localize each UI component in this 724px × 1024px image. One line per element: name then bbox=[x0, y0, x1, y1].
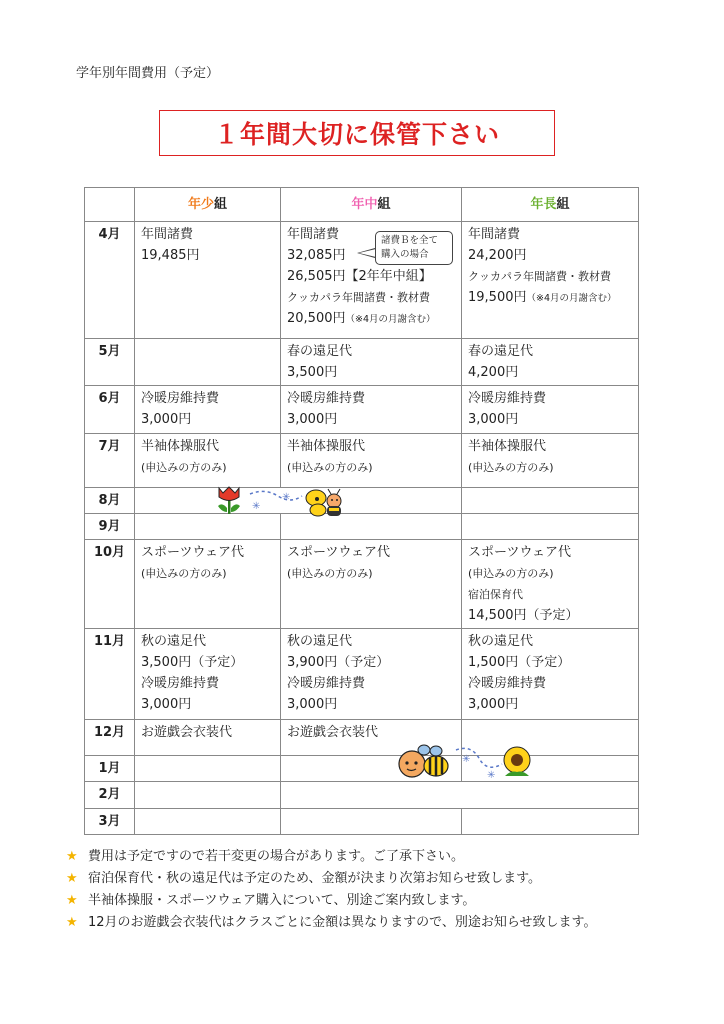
fee-line: 24,200円 bbox=[468, 248, 527, 263]
table-row bbox=[85, 339, 639, 386]
fee-cell bbox=[135, 222, 281, 339]
month-cell: 7月 bbox=[85, 434, 135, 488]
month-cell: 8月 bbox=[85, 488, 135, 514]
sunflower-icon bbox=[504, 747, 530, 776]
fee-cell bbox=[281, 540, 462, 629]
month-header-cell bbox=[85, 188, 135, 222]
month-cell: 12月 bbox=[85, 720, 135, 756]
fee-line: (申込みの方のみ) bbox=[468, 461, 554, 474]
fee-cell bbox=[135, 629, 281, 720]
header-nensho-suffix: 組 bbox=[214, 197, 228, 212]
star-icon: ★ bbox=[66, 915, 78, 930]
table-row bbox=[85, 488, 639, 514]
sparkle-icon: ✳ bbox=[462, 754, 471, 765]
note-item bbox=[66, 890, 596, 912]
fee-line: 1,500円（予定） bbox=[468, 655, 571, 670]
document-label: 学年別年間費用（予定） bbox=[76, 66, 220, 81]
fee-line: 宿泊保育代 bbox=[468, 588, 523, 601]
month-cell: 2月 bbox=[85, 782, 135, 809]
tulip-icon bbox=[218, 487, 240, 514]
fee-line: 3,900円（予定） bbox=[287, 655, 390, 670]
callout-bubble bbox=[375, 231, 453, 265]
note-text: 宿泊保育代・秋の遠足代は予定のため、金額が決まり次第お知らせ致します。 bbox=[88, 871, 542, 886]
table-row bbox=[85, 540, 639, 629]
fee-line: 19,485円 bbox=[141, 248, 200, 263]
fee-line: 冷暖房維持費 bbox=[141, 391, 220, 406]
fee-line: 春の遠足代 bbox=[468, 344, 534, 359]
fee-line: (申込みの方のみ) bbox=[141, 461, 227, 474]
star-icon: ★ bbox=[66, 893, 78, 908]
month-cell: 1月 bbox=[85, 756, 135, 782]
fee-line: 26,505円【2年年中組】 bbox=[287, 269, 432, 284]
fee-cell bbox=[135, 720, 281, 756]
fee-line: (申込みの方のみ) bbox=[287, 567, 373, 580]
star-icon: ★ bbox=[66, 871, 78, 886]
fee-cell bbox=[462, 434, 639, 488]
fee-line: 年間諸費 bbox=[141, 227, 194, 242]
note-text: 費用は予定ですので若干変更の場合があります。ご了承下さい。 bbox=[88, 849, 464, 864]
month-cell: 5月 bbox=[85, 339, 135, 386]
header-nensho-name: 年少 bbox=[187, 197, 214, 212]
fee-line: 3,000円 bbox=[141, 697, 192, 712]
fee-cell bbox=[462, 782, 639, 809]
note-text: 半袖体操服・スポーツウェア購入について、別途ご案内致します。 bbox=[88, 893, 476, 908]
fee-line: 冷暖房維持費 bbox=[287, 676, 366, 691]
fee-line: 3,000円 bbox=[287, 697, 338, 712]
fee-cell bbox=[281, 629, 462, 720]
callout-line: 諸費Ｂを全て bbox=[381, 235, 439, 246]
fee-line: (申込みの方のみ) bbox=[468, 567, 554, 580]
fee-line: スポーツウェア代 bbox=[468, 545, 571, 560]
winter-decoration bbox=[392, 742, 542, 782]
fee-line: 19,500円 bbox=[468, 290, 527, 305]
fee-line: 3,500円 bbox=[287, 365, 338, 380]
callout-line: 購入の場合 bbox=[381, 249, 429, 260]
fee-cell bbox=[281, 339, 462, 386]
fee-line: 冷暖房維持費 bbox=[141, 676, 220, 691]
fee-line: スポーツウェア代 bbox=[141, 545, 244, 560]
fee-cell bbox=[281, 434, 462, 488]
month-cell: 4月 bbox=[85, 222, 135, 339]
fee-line: 年間諸費 bbox=[468, 227, 521, 242]
fee-line: 秋の遠足代 bbox=[287, 634, 353, 649]
header-nenchu bbox=[281, 188, 462, 222]
month-cell: 3月 bbox=[85, 809, 135, 835]
fee-line: 20,500円 bbox=[287, 311, 346, 326]
table-row bbox=[85, 222, 639, 339]
fee-line: 4,200円 bbox=[468, 365, 519, 380]
month-cell: 11月 bbox=[85, 629, 135, 720]
header-nencho-suffix: 組 bbox=[556, 197, 570, 212]
summer-decoration bbox=[210, 484, 360, 520]
fee-line: クッカパラ年間諸費・教材費 bbox=[287, 291, 430, 304]
sparkle-icon: ✳ bbox=[487, 770, 496, 781]
fee-cell bbox=[462, 339, 639, 386]
fee-line: 3,500円（予定） bbox=[141, 655, 244, 670]
fee-cell bbox=[462, 540, 639, 629]
fee-cell bbox=[135, 339, 281, 386]
star-icon: ★ bbox=[66, 849, 78, 864]
fee-line: 秋の遠足代 bbox=[468, 634, 534, 649]
fee-line: (申込みの方のみ) bbox=[141, 567, 227, 580]
fee-line: 3,000円 bbox=[141, 412, 192, 427]
fee-line: 半袖体操服代 bbox=[287, 439, 366, 454]
fee-line: 年間諸費 bbox=[287, 227, 340, 242]
fee-line: 14,500円（予定） bbox=[468, 608, 579, 623]
fee-line: 秋の遠足代 bbox=[141, 634, 207, 649]
month-cell: 9月 bbox=[85, 514, 135, 540]
fee-line: 32,085円 bbox=[287, 248, 346, 263]
fee-cell bbox=[462, 488, 639, 514]
fee-line: クッカパラ年間諸費・教材費 bbox=[468, 270, 611, 283]
fee-line: 半袖体操服代 bbox=[141, 439, 220, 454]
notes-list bbox=[66, 846, 596, 934]
fee-cell bbox=[281, 809, 462, 835]
callout-tail-inner bbox=[359, 249, 376, 257]
table-row bbox=[85, 782, 639, 809]
table-row bbox=[85, 629, 639, 720]
month-cell: 6月 bbox=[85, 386, 135, 434]
fee-line: (申込みの方のみ) bbox=[287, 461, 373, 474]
fee-line: 冷暖房維持費 bbox=[287, 391, 366, 406]
header-nencho bbox=[462, 188, 639, 222]
fee-table bbox=[84, 187, 639, 835]
fee-line: 半袖体操服代 bbox=[468, 439, 547, 454]
fee-cell bbox=[281, 782, 462, 809]
fee-line: 3,000円 bbox=[468, 697, 519, 712]
fee-cell bbox=[135, 756, 281, 782]
header-nensho bbox=[135, 188, 281, 222]
note-item bbox=[66, 912, 596, 934]
fee-note: （※4月の月謝含む） bbox=[345, 314, 436, 325]
fee-note: （※4月の月謝含む） bbox=[526, 293, 617, 304]
bee-icon bbox=[399, 745, 448, 777]
sparkle-icon: ✳ bbox=[252, 501, 261, 512]
fee-cell bbox=[281, 386, 462, 434]
fee-line: スポーツウェア代 bbox=[287, 545, 390, 560]
table-row bbox=[85, 434, 639, 488]
header-nenchu-suffix: 組 bbox=[377, 197, 391, 212]
header-nenchu-name: 年中 bbox=[351, 197, 378, 212]
fee-cell bbox=[462, 629, 639, 720]
header-nencho-name: 年長 bbox=[530, 197, 557, 212]
table-row bbox=[85, 809, 639, 835]
fee-line: 3,000円 bbox=[468, 412, 519, 427]
fee-cell bbox=[462, 809, 639, 835]
month-cell: 10月 bbox=[85, 540, 135, 629]
fee-line: 冷暖房維持費 bbox=[468, 676, 547, 691]
fee-cell bbox=[135, 782, 281, 809]
fee-cell bbox=[135, 809, 281, 835]
note-item bbox=[66, 846, 596, 868]
note-text: 12月のお遊戯会衣装代はクラスごとに金額は異なりますので、別途お知らせ致します。 bbox=[88, 915, 597, 930]
fee-cell bbox=[462, 386, 639, 434]
fee-line: 春の遠足代 bbox=[287, 344, 353, 359]
sparkle-icon: ✳ bbox=[282, 492, 291, 503]
fee-cell bbox=[135, 540, 281, 629]
fee-line: お遊戯会衣装代 bbox=[287, 725, 379, 740]
note-item bbox=[66, 868, 596, 890]
fee-cell bbox=[462, 514, 639, 540]
fee-line: お遊戯会衣装代 bbox=[141, 725, 233, 740]
table-row bbox=[85, 386, 639, 434]
fee-line: 3,000円 bbox=[287, 412, 338, 427]
butterfly-icon bbox=[306, 489, 341, 516]
fee-cell bbox=[135, 434, 281, 488]
table-row bbox=[85, 514, 639, 540]
fee-line: 冷暖房維持費 bbox=[468, 391, 547, 406]
fee-cell bbox=[462, 222, 639, 339]
table-row bbox=[85, 720, 639, 756]
table-row bbox=[85, 756, 639, 782]
keep-notice-banner: １年間大切に保管下さい bbox=[159, 110, 555, 156]
fee-cell bbox=[135, 386, 281, 434]
